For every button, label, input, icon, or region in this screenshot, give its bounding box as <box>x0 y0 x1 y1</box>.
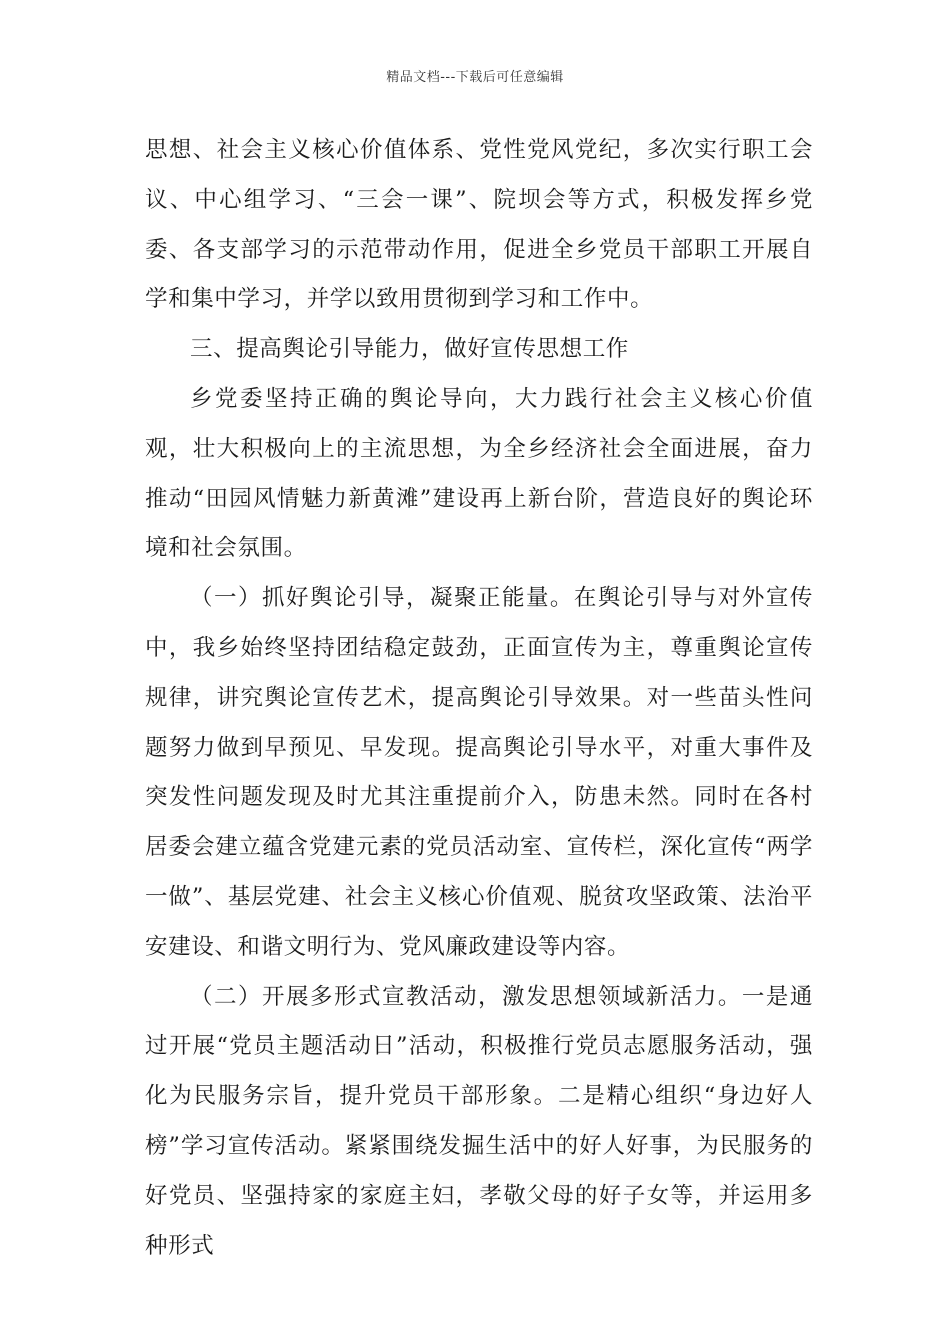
page-header: 精品文档---下载后可任意编辑 <box>386 70 564 85</box>
paragraph-3: （一）抓好舆论引导，凝聚正能量。在舆论引导与对外宣传中，我乡始终坚持团结稳定鼓劲，正面宣传为主，尊重舆论宣传规律，讲究舆论宣传艺术，提高舆论引导效果。对一些苗头性问题努力做到早预见、早发现。提高舆论引导水平，对重大事件及突发性问题发现及时尤其注重提前介入，防患未然。同时在各村居委会建立蕴含党建元素的党员活动室、宣传栏，深化宣传“两学一做”、基层党建、社会主义核心价值观、脱贫攻坚政策、法治平安建设、和谐文明行为、党风廉政建设等内容。 <box>145 585 813 960</box>
paragraph-1: 思想、社会主义核心价值体系、党性党风党纪，多次实行职工会议、中心组学习、“三会一课”、院坝会等方式，积极发挥乡党委、各支部学习的示范带动作用，促进全乡党员干部职工开展自学和集中学习，并学以致用贯彻到学习和工作中。 <box>145 137 813 313</box>
document-body <box>145 126 813 1271</box>
paragraph-2: 乡党委坚持正确的舆论导向，大力践行社会主义核心价值观，壮大积极向上的主流思想，为全乡经济社会全面进展，奋力推动“田园风情魅力新黄滩”建设再上新台阶，营造良好的舆论环境和社会氛围。 <box>145 385 813 562</box>
paragraph-4: （二）开展多形式宣教活动，激发思想领域新活力。一是通过开展“党员主题活动日”活动，积极推行党员志愿服务活动，强化为民服务宗旨，提升党员干部形象。二是精心组织“身边好人榜”学习宣传活动。紧紧围绕发掘生活中的好人好事，为民服务的好党员、坚强持家的家庭主妇，孝敬父母的好子女等，并运用多种形式 <box>145 983 813 1259</box>
section-heading: 三、提高舆论引导能力，做好宣传思想工作 <box>190 336 629 363</box>
